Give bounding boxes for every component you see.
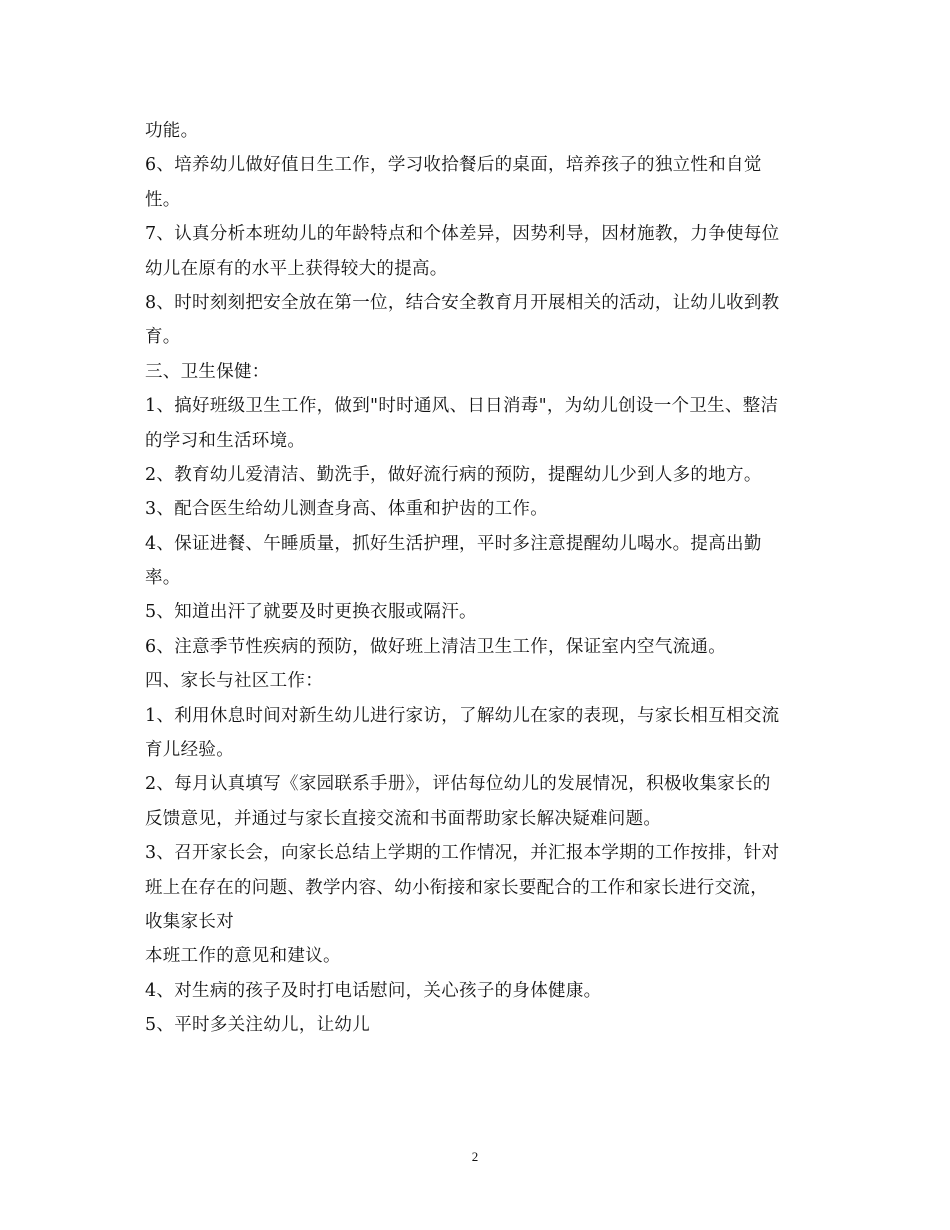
- text-line: 反馈意见，并通过与家长直接交流和书面帮助家长解决疑难问题。: [145, 808, 662, 829]
- text-line: 1、利用休息时间对新生幼儿进行家访，了解幼儿在家的表现，与家长相互相交流: [145, 705, 780, 726]
- text-line: 6、培养幼儿做好值日生工作，学习收拾餐后的桌面，培养孩子的独立性和自觉: [145, 155, 762, 176]
- text-line: 4、对生病的孩子及时打电话慰问，关心孩子的身体健康。: [145, 980, 602, 1001]
- text-line: 本班工作的意见和建议。: [145, 946, 341, 967]
- document-body: [145, 114, 815, 1043]
- text-line: 功能。: [145, 121, 199, 141]
- text-line: 1、搞好班级卫生工作，做到"时时通风、日日消毒"，为幼儿创设一个卫生、整洁: [145, 396, 779, 417]
- text-line: 的学习和生活环境。: [145, 430, 306, 451]
- text-line: 8、时时刻刻把安全放在第一位，结合安全教育月开展相关的活动，让幼儿收到教: [145, 292, 780, 313]
- text-line: 7、认真分析本班幼儿的年龄特点和个体差异，因势利导，因材施教，力争使每位: [145, 224, 780, 245]
- text-line: 5、平时多关注幼儿，让幼儿: [145, 1015, 371, 1036]
- text-line: 5、知道出汗了就要及时更换衣服或隔汗。: [145, 602, 477, 623]
- text-line: 性。: [145, 189, 181, 210]
- text-line: 收集家长对: [145, 911, 234, 932]
- section-heading: 三、卫生保健：: [145, 361, 270, 382]
- text-line: 育儿经验。: [145, 740, 234, 761]
- text-line: 3、召开家长会，向家长总结上学期的工作情况，并汇报本学期的工作按排，针对: [145, 843, 780, 864]
- text-line: 2、教育幼儿爱清洁、勤洗手，做好流行病的预防，提醒幼儿少到人多的地方。: [145, 464, 762, 485]
- text-line: 4、保证进餐、午睡质量，抓好生活护理，平时多注意提醒幼儿喝水。提高出勤: [145, 533, 762, 554]
- text-line: 育。: [145, 327, 181, 348]
- section-heading: 四、家长与社区工作：: [145, 671, 323, 692]
- text-line: 幼儿在原有的水平上获得较大的提高。: [145, 258, 448, 279]
- text-line: 6、注意季节性疾病的预防，做好班上清洁卫生工作，保证室内空气流通。: [145, 636, 727, 657]
- page-number: 2: [471, 1149, 479, 1164]
- text-line: 2、每月认真填写《家园联系手册》，评估每位幼儿的发展情况，积极收集家长的: [145, 774, 771, 795]
- text-line: 率。: [145, 568, 181, 589]
- text-line: 3、配合医生给幼儿测查身高、体重和护齿的工作。: [145, 499, 549, 520]
- text-line: 班上在存在的问题、教学内容、幼小衔接和家长要配合的工作和家长进行交流，: [145, 877, 768, 898]
